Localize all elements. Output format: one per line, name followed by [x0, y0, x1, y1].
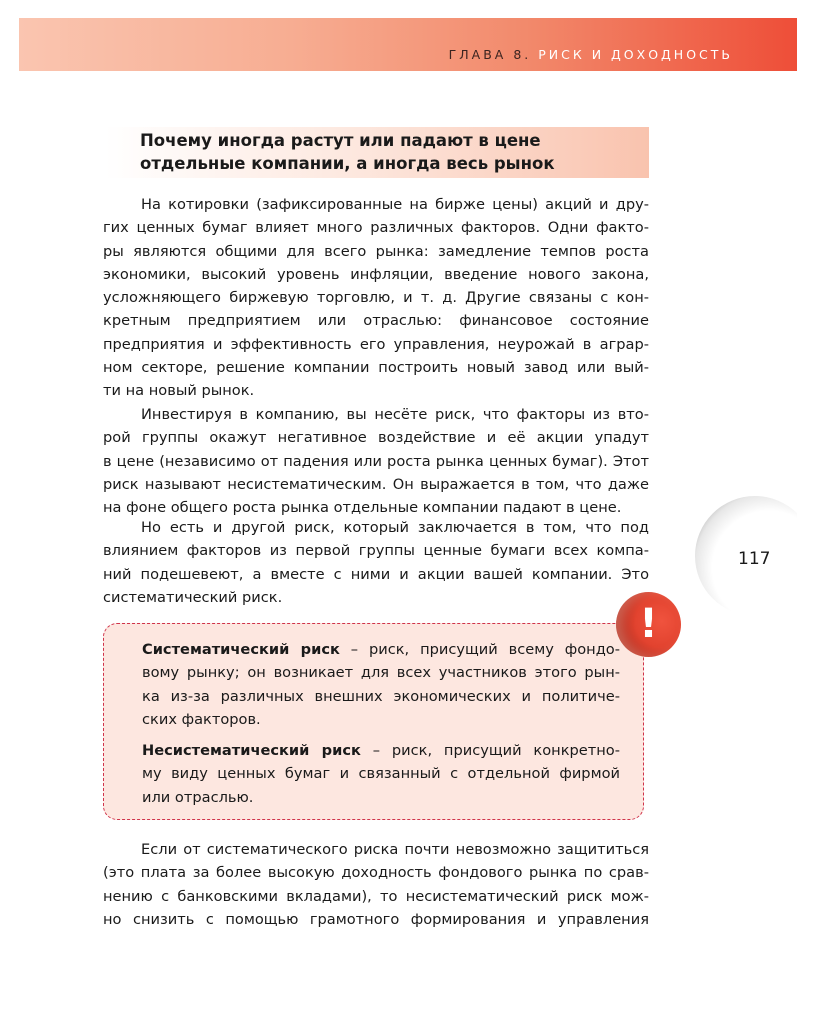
text-line: ских факторов. [142, 710, 261, 728]
section-heading-line: отдельные компании, а иногда весь рынок [140, 154, 555, 173]
text-line: Если от систематического риска почти невозможно защититься [141, 841, 649, 858]
text-line: На котировки (зафиксированные на бирже цены) акций и дру- [141, 196, 649, 213]
text-line: ры являются общими для всего рынка: замедление темпов роста [103, 242, 649, 260]
text-line: влиянием факторов из первой группы ценные бумаги всех компа- [103, 542, 649, 560]
section-heading [105, 127, 649, 178]
definition-unsystematic-risk [142, 739, 620, 809]
paragraph-4 [103, 838, 649, 931]
definition-text: – риск, присущий всему фондо- [339, 641, 620, 658]
text-line: кретным предприятием или отраслью: финансовое состояние [103, 312, 649, 330]
chapter-number: ГЛАВА 8. [448, 47, 532, 62]
paragraph-3 [103, 516, 649, 609]
page-number: 117 [738, 549, 771, 569]
section-heading-text [140, 129, 555, 175]
text-line: риск называют несистематическим. Он выражается в том, что даже [103, 475, 649, 493]
text-line: систематический риск. [103, 588, 283, 606]
text-line: рой группы окажут негативное воздействие и её акции упадут [103, 429, 649, 447]
text-line: ка из-за различных внешних экономических и политиче- [142, 687, 620, 705]
chapter-title [449, 47, 733, 62]
text-line: му виду ценных бумаг и связанный с отдельной фирмой [142, 765, 620, 783]
exclamation-icon [616, 592, 681, 657]
text-line: предприятия и эффективность его управления, неурожай в аграр- [103, 335, 649, 353]
paragraph-2 [103, 403, 649, 519]
paragraph-1 [103, 193, 649, 403]
text-line: в цене (независимо от падения или роста рынка ценных бумаг). Этот [103, 452, 649, 470]
callout-content [142, 638, 620, 809]
definition-term: Систематический риск [142, 641, 340, 658]
text-line: ном секторе, решение компании построить новый завод или вый- [103, 359, 649, 377]
text-line: усложняющего биржевую торговлю, и т. д. Другие связаны с кон- [103, 289, 649, 307]
text-line: или отраслью. [142, 788, 254, 806]
definition-term: Несистематический риск [142, 742, 361, 760]
text-line: экономики, высокий уровень инфляции, введение нового закона, [103, 265, 649, 283]
text-line: Инвестируя в компанию, вы несёте риск, что факторы из вто- [141, 406, 649, 423]
exclamation-mark: ! [639, 600, 658, 647]
definition-callout [103, 623, 644, 820]
definition-systematic-risk [142, 638, 620, 731]
section-heading-line: Почему иногда растут или падают в цене [140, 131, 541, 150]
text-line: ний подешевеют, а вместе с ними и акции вашей компании. Это [103, 565, 649, 583]
text-line: вому рынку; он возникает для всех участников этого рын- [142, 664, 620, 682]
chapter-topic: РИСК И ДОХОДНОСТЬ [538, 47, 733, 62]
text-line: на фоне общего роста рынка отдельные компании падают в цене. [103, 499, 622, 517]
chapter-header-bar [19, 18, 797, 71]
page-number-tab [690, 490, 797, 625]
text-line: (это плата за более высокую доходность фондового рынка по срав- [103, 864, 649, 882]
text-line: нению с банковскими вкладами), то несистематический риск мож- [103, 887, 649, 905]
text-line: ти на новый рынок. [103, 382, 255, 400]
text-line: гих ценных бумаг влияет много различных факторов. Одни факто- [103, 219, 649, 237]
text-line: Но есть и другой риск, который заключается в том, что под [141, 519, 649, 536]
definition-text: – риск, присущий конкретно- [360, 742, 620, 760]
text-line: но снизить с помощью грамотного формирования и управления [103, 910, 649, 928]
